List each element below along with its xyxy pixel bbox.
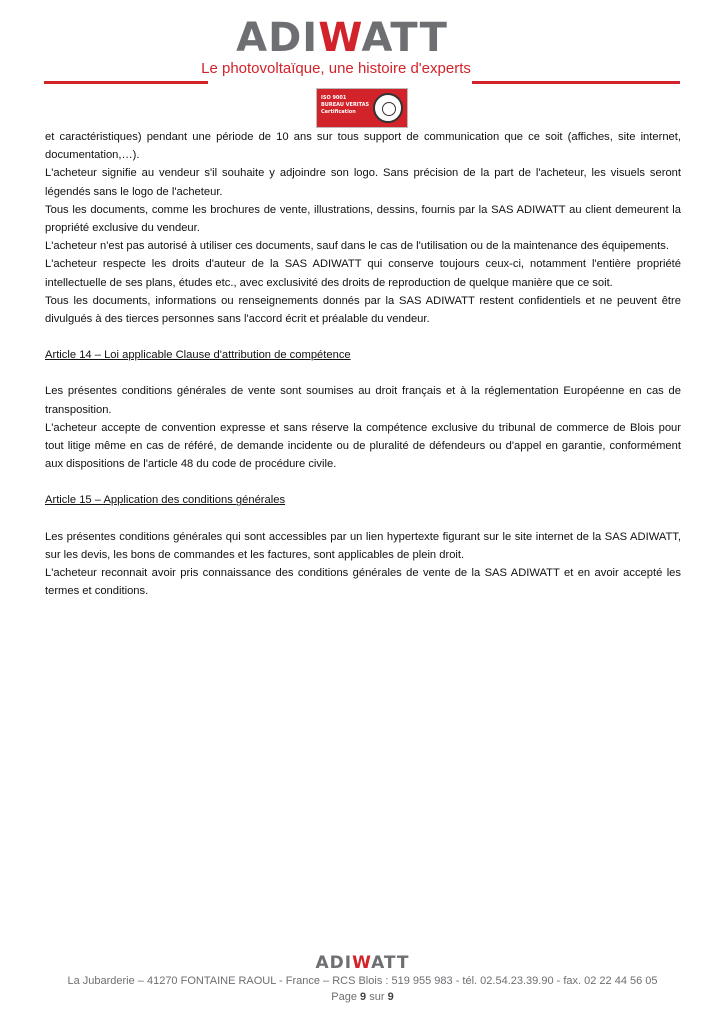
logo-prefix: ADI bbox=[236, 15, 319, 61]
cert-line-3: Certification bbox=[321, 109, 356, 115]
article-14-title: Article 14 – Loi applicable Clause d'attribution de compétence bbox=[45, 349, 351, 362]
footer-logo-suffix: ATT bbox=[371, 953, 410, 973]
page-current: 9 bbox=[360, 991, 367, 1003]
footer-logo-prefix: ADI bbox=[315, 953, 353, 973]
article-15-title: Article 15 – Application des conditions générales bbox=[45, 494, 286, 507]
spacer bbox=[45, 364, 681, 382]
page-total: 9 bbox=[387, 991, 394, 1003]
certification-text bbox=[321, 95, 369, 116]
page-label: Page bbox=[331, 991, 357, 1003]
paragraph: Les présentes conditions générales de vente sont soumises au droit français et à la réglementation Européenne en cas de transposition. bbox=[45, 385, 681, 416]
logo-suffix: ATT bbox=[361, 15, 448, 61]
paragraph: L'acheteur n'est pas autorisé à utiliser ces documents, sauf dans le cas de l'utilisation ou de la maintenance des équipements. bbox=[45, 240, 669, 253]
paragraph: L'acheteur reconnait avoir pris connaissance des conditions générales de vente de la SAS ADIWATT et en avoir accepté les termes et conditions. bbox=[45, 567, 681, 598]
company-logo bbox=[212, 16, 472, 60]
company-tagline: Le photovoltaïque, une histoire d'experts bbox=[201, 60, 471, 77]
paragraph: Les présentes conditions générales qui sont accessibles par un lien hypertexte figurant sur le site internet de la SAS ADIWATT, sur les devis, les bons de commandes et les factures, sont applicables de plein droit. bbox=[45, 530, 681, 561]
cert-line-1: ISO 9001 bbox=[321, 95, 347, 101]
page-number bbox=[0, 990, 725, 1004]
certification-badge bbox=[316, 88, 408, 128]
document-body bbox=[45, 128, 681, 600]
footer-logo-w: W bbox=[352, 953, 372, 973]
footer-address: La Jubarderie – 41270 FONTAINE RAOUL - France – RCS Blois : 519 955 983 - tél. 02.54.23.39.90 - fax. 02 22 44 56 05 bbox=[67, 975, 658, 987]
paragraph: Tous les documents, informations ou renseignements donnés par la SAS ADIWATT restent confidentiels et ne peuvent être divulgués à des tierces personnes sans l'accord écrit et préalable du vendeur. bbox=[45, 294, 681, 326]
spacer bbox=[45, 510, 681, 528]
header-rule-left bbox=[44, 81, 208, 84]
page-sep: sur bbox=[369, 991, 385, 1003]
cert-line-2: BUREAU VERITAS bbox=[321, 102, 370, 108]
footer-logo bbox=[300, 953, 425, 973]
paragraph: L'acheteur signifie au vendeur s'il souhaite y adjoindre son logo. Sans précision de la part de l'acheteur, les visuels seront légendés sans le logo de l'acheteur. bbox=[45, 167, 681, 198]
paragraph: Tous les documents, comme les brochures de vente, illustrations, dessins, fournis par la SAS ADIWATT au client demeurent la propriété exclusive du vendeur. bbox=[45, 203, 681, 235]
logo-w: W bbox=[318, 15, 362, 61]
spacer bbox=[45, 328, 681, 346]
paragraph: et caractéristiques) pendant une période de 10 ans sur tous support de communication que ce soit (affiches, site internet, documentation,…). bbox=[45, 131, 681, 162]
certification-seal-icon bbox=[373, 93, 403, 123]
paragraph: L'acheteur accepte de convention expresse et sans réserve la compétence exclusive du tribunal de commerce de Blois pour tout litige même en cas de référé, de demande incidente ou de pluralité de défendeurs ou d'appel en garantie, conformément aux dispositions de l'article 48 du code de procédure civile. bbox=[45, 421, 681, 471]
spacer bbox=[45, 473, 681, 491]
paragraph: L'acheteur respecte les droits d'auteur de la SAS ADIWATT qui conserve toujours ceux-ci, notamment l'entière propriété intellectuelle de ses plans, études etc., avec exclusivité des droits de reproduction de quelque manière que ce soit. bbox=[45, 258, 681, 289]
header-rule-right bbox=[472, 81, 680, 84]
